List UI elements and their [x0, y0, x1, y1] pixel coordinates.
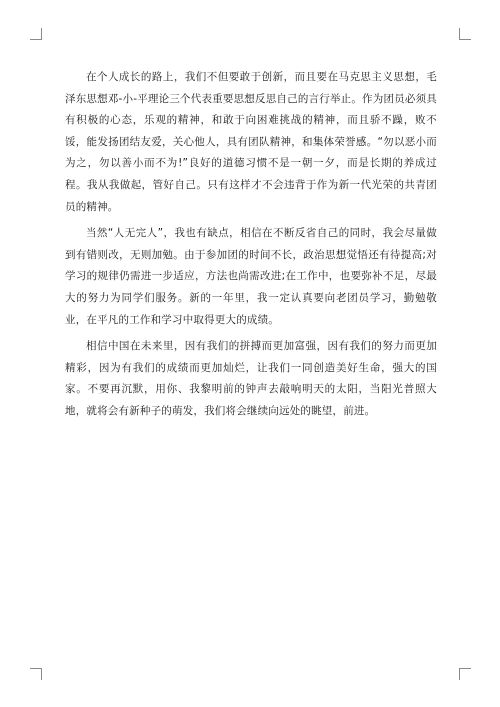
crop-mark-bottom-right	[459, 668, 471, 680]
paragraph-1: 在个人成长的路上，我们不但要敢于创新，而且要在马克思主义思想，毛泽东思想邓-小-平理论三个代表重要思想反思自己的言行举止。作为团员必须具有积极的心态，乐观的精神，和敢于向困难挑战的精神，而且骄不躁，败不馁，能发扬团结友爱，关心他人，具有团队精神，和集体荣誉感。“勿以恶小而为之，勿以善小而不为!”良好的道德习惯不是一朝一夕，而是长期的养成过程。我从我做起，管好自己。只有这样才不会违背于作为新一代光荣的共青团员的精神。	[65, 71, 437, 213]
paragraph-3: 相信中国在未来里，因有我们的拼搏而更加富强，因有我们的努力而更加精彩，因为有我们的成绩而更加灿烂，让我们一同创造美好生命，强大的国家。不要再沉默，用你、我黎明前的钟声去敲响明天的太阳，当阳光普照大地，就将会有新种子的萌发，我们将会继续向远处的眺望，前进。	[65, 340, 437, 417]
crop-mark-bottom-left	[30, 668, 42, 680]
paragraph-2: 当然“人无完人”，我也有缺点，相信在不断反省自己的同时，我会尽量做到有错则改，无则加勉。由于参加团的时间不长，政治思想觉悟还有待提高;对学习的规律仍需进一步适应，方法也尚需改进;在工作中，也要弥补不足，尽最大的努力为同学们服务。新的一年里，我一定认真要向老团员学习，勤勉敬业，在平凡的工作和学习中取得更大的成绩。	[65, 227, 437, 326]
crop-mark-top-right	[459, 28, 471, 40]
crop-mark-top-left	[30, 28, 42, 40]
document-body	[65, 67, 437, 428]
